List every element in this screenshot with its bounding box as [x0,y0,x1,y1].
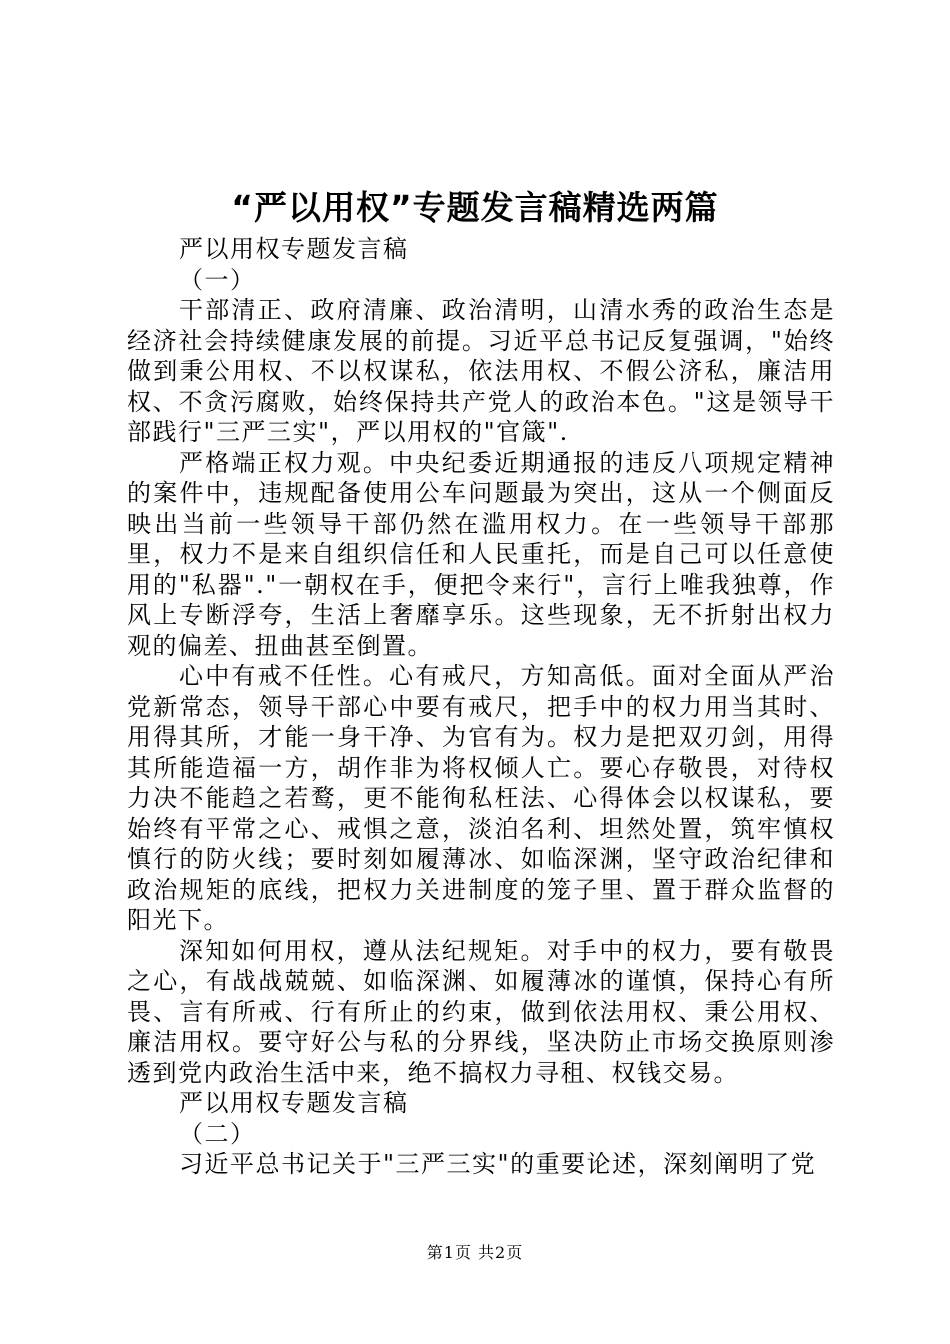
paragraph-1: 干部清正、政府清廉、政治清明，山清水秀的政治生态是经济社会持续健康发展的前提。习近平总书记反复强调，"始终做到秉公用权、不以权谋私，依法用权、不假公济私，廉洁用权、不贪污腐败，始终保持共产党人的政治本色。"这是领导干部践行"三严三实"，严以用权的"官箴". [127,296,835,446]
page-number-footer: 第1页 共2页 [426,1243,524,1262]
paragraph-2: 严格端正权力观。中央纪委近期通报的违反八项规定精神的案件中，违规配备使用公车问题最为突出，这从一个侧面反映出当前一些领导干部仍然在滥用权力。在一些领导干部那里，权力不是来自组织信任和人民重托，而是自己可以任意使用的"私器"."一朝权在手，便把令来行"，言行上唯我独尊，作风上专断浮夸，生活上奢靡享乐。这些现象，无不折射出权力观的偏差、扭曲甚至倒置。 [127,448,835,660]
paragraph-4: 深知如何用权，遵从法纪规矩。对手中的权力，要有敬畏之心，有战战兢兢、如临深渊、如履薄冰的谨慎，保持心有所畏、言有所戒、行有所止的约束，做到依法用权、秉公用权、廉洁用权。要守好公与私的分界线，坚决防止市场交换原则渗透到党内政治生活中来，绝不搞权力寻租、权钱交易。 [127,936,835,1087]
section-heading-2: 严以用权专题发言稿 [179,1089,409,1117]
section-number-2: （二） [179,1119,256,1148]
section-heading-1: 严以用权专题发言稿 [179,235,409,263]
paragraph-5: 习近平总书记关于"三严三实"的重要论述，深刻阐明了党 [179,1150,817,1178]
document-title: “严以用权”专题发言稿精选两篇 [231,188,719,227]
document-body [127,234,835,1180]
paragraph-3: 心中有戒不任性。心有戒尺，方知高低。面对全面从严治党新常态，领导干部心中要有戒尺，把手中的权力用当其时、用得其所，才能一身干净、为官有为。权力是把双刃剑，用得其所能造福一方，胡作非为将权倾人亡。要心存敬畏，对待权力决不能趋之若鹜，更不能徇私枉法、心得体会以权谋私，要始终有平常之心、戒惧之意，淡泊名利、坦然处置，筑牢慎权慎行的防火线；要时刻如履薄冰、如临深渊，坚守政治纪律和政治规矩的底线，把权力关进制度的笼子里、置于群众监督的阳光下。 [127,662,835,934]
section-number-1: （一） [179,265,256,294]
